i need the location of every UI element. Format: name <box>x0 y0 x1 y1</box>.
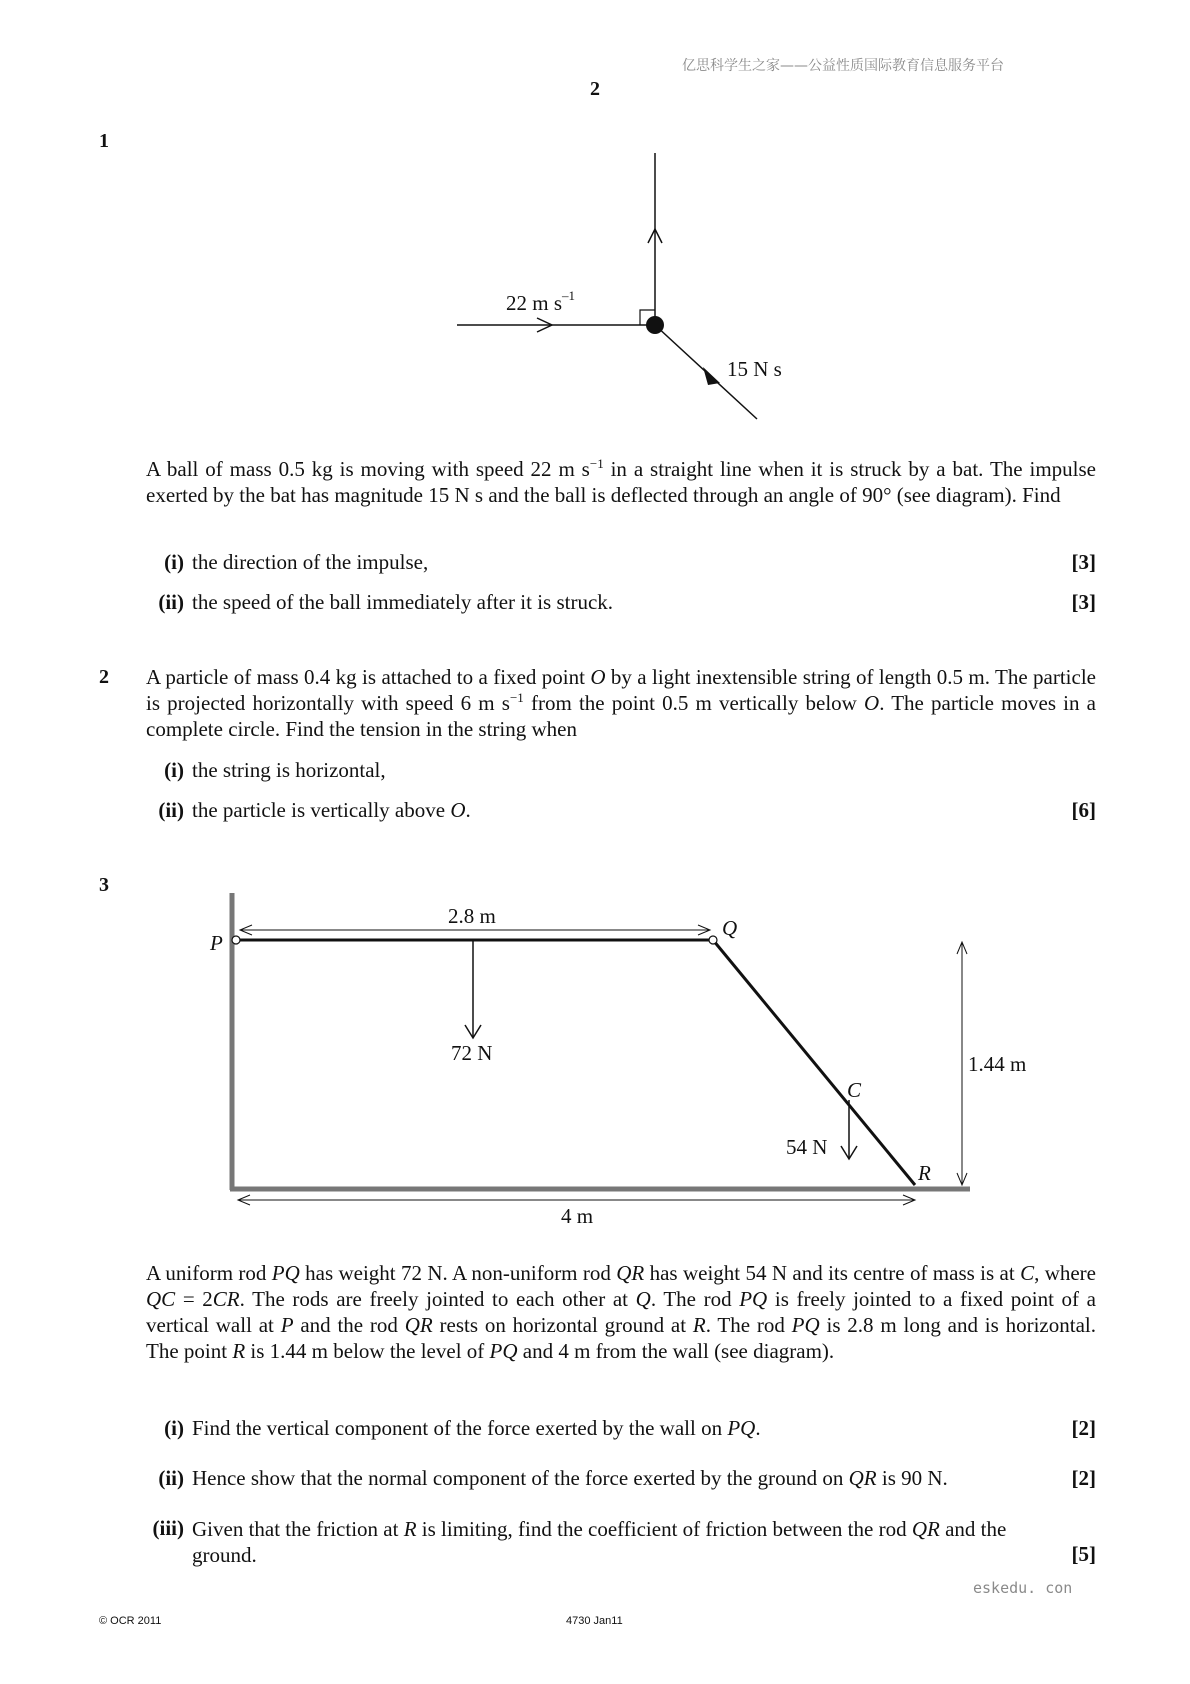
q3-joint-q <box>709 936 717 944</box>
q2-part-ii-marks: [6] <box>1071 798 1096 822</box>
q1-part-ii-text: the speed of the ball immediately after it is struck. <box>192 590 614 614</box>
q3-label-q: Q <box>722 916 738 940</box>
question-3-text: A uniform rod PQ has weight 72 N. A non-uniform rod QR has weight 54 N and its centre of mass is at C, where QC = 2CR. The rods are freely jointed to each other at Q. The rod PQ is freely jointed to a fixed point of a vertical wall at P and the rod QR rests on horizontal ground at R. The rod PQ is 2.8 m long and is horizontal. The point R is 1.44 m below the level of PQ and 4 m from the wall (see diagram). <box>146 1261 1096 1363</box>
q3-part-iii <box>146 1516 1096 1572</box>
q1-diagram <box>0 0 1190 440</box>
q1-part-ii-marks: [3] <box>1071 590 1096 614</box>
q3-joint-p <box>232 936 240 944</box>
q3-label-r: R <box>918 1161 931 1185</box>
q3-part-i-text: Find the vertical component of the force exerted by the wall on PQ. <box>192 1416 761 1440</box>
q3-part-ii <box>146 1466 1096 1494</box>
q3-part-ii-text: Hence show that the normal component of the force exerted by the ground on QR is 90 N. <box>192 1466 948 1490</box>
q3-part-i <box>146 1416 1096 1444</box>
q3-part-iii-marks: [5] <box>1071 1542 1096 1566</box>
q3-label-c: C <box>847 1078 862 1102</box>
q2-part-i <box>146 758 1096 786</box>
q1-impulse-arrow-icon <box>703 367 720 385</box>
page-number: 2 <box>590 78 600 100</box>
q3-length-pq-label: 2.8 m <box>448 904 496 928</box>
q1-part-i <box>146 550 1096 578</box>
q1-part-ii-label: (ii) <box>158 590 184 614</box>
q3-weight-pq-label: 72 N <box>451 1041 493 1065</box>
q3-part-ii-label: (ii) <box>158 1466 184 1490</box>
q2-part-ii-label: (ii) <box>158 798 184 822</box>
footer-watermark: eskedu. con <box>973 1579 1073 1597</box>
q1-part-i-text: the direction of the impulse, <box>192 550 429 574</box>
q2-part-ii <box>146 798 1096 826</box>
q3-part-ii-marks: [2] <box>1071 1466 1096 1490</box>
q3-part-iii-text: Given that the friction at R is limiting, find the coefficient of friction between the rod QR and the ground. <box>192 1517 1007 1567</box>
footer-copyright: © OCR 2011 <box>99 1615 162 1627</box>
q2-part-i-text: the string is horizontal, <box>192 758 386 782</box>
q3-label-p: P <box>210 931 223 955</box>
q3-distance-label: 4 m <box>561 1204 594 1228</box>
q1-part-ii <box>146 590 1096 618</box>
footer-paper-code: 4730 Jan11 <box>566 1615 623 1627</box>
question-3-number: 3 <box>99 874 109 896</box>
q1-speed-label: 22 m $s^{-1}$ <box>506 288 576 315</box>
q2-part-i-label: (i) <box>164 758 184 782</box>
q3-diagram <box>0 880 1190 1240</box>
q3-part-iii-label: (iii) <box>152 1516 184 1540</box>
q3-part-i-marks: [2] <box>1071 1416 1096 1440</box>
header-watermark: 亿思科学生之家——公益性质国际教育信息服务平台 <box>682 58 1004 74</box>
q3-height-label: 1.44 m <box>968 1052 1027 1076</box>
question-2-text: A particle of mass 0.4 kg is attached to a fixed point O by a light inextensible string of length 0.5 m. The particle is projected horizontally with speed 6 m $s^{-1}$ from the point 0.5 m vertically below O. The particle moves in a complete circle. Find the tension in the string when <box>146 665 1097 741</box>
question-2-number: 2 <box>99 666 109 688</box>
q1-impulse-label: 15 N s <box>727 357 782 381</box>
q3-part-i-label: (i) <box>164 1416 184 1440</box>
q3-weight-qr-label: 54 N <box>786 1135 828 1159</box>
q2-part-ii-text: the particle is vertically above O. <box>192 798 471 822</box>
q1-part-i-label: (i) <box>164 550 184 574</box>
q1-ball <box>646 316 664 334</box>
q1-part-i-marks: [3] <box>1071 550 1096 574</box>
question-1-number: 1 <box>99 130 109 152</box>
question-1-text: A ball of mass 0.5 kg is moving with speed 22 m $s^{-1}$ in a straight line when it is struck by a bat. The impulse exerted by the bat has magnitude 15 N s and the ball is deflected through an angle of 90° (see diagram). Find <box>146 456 1096 507</box>
